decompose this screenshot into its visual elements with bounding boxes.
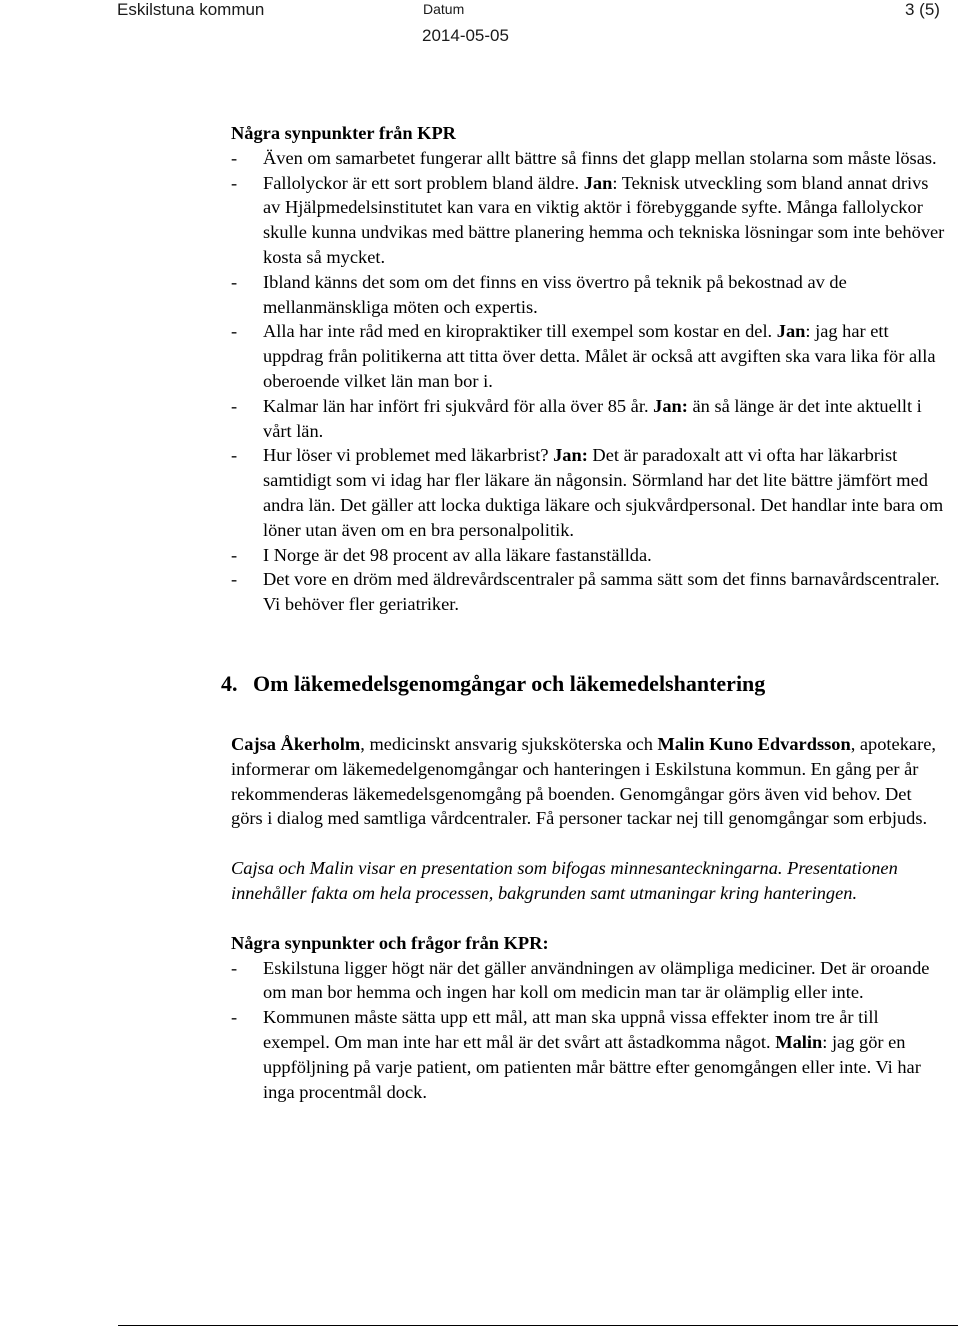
- page-header: [0, 0, 960, 50]
- speaker-name: Jan:: [553, 445, 588, 466]
- document-date: 2014-05-05: [422, 26, 509, 45]
- text-run: Ibland känns det som om det finns en viss övertro på teknik på bekostnad av de mellanmänskliga möten och expertis.: [263, 271, 847, 317]
- text-run: Det vore en dröm med äldrevårdscentraler på samma sätt som det finns barnavårdscentraler. Vi behöver fler geriatriker.: [263, 569, 940, 615]
- bullet-dash: -: [231, 445, 238, 466]
- list-item: [231, 171, 946, 270]
- footer-divider: [118, 1325, 958, 1326]
- bullet-dash: -: [231, 1007, 238, 1028]
- text-run: Fallolyckor är ett sort problem bland äldre.: [263, 172, 584, 193]
- section-heading: [221, 670, 936, 698]
- list-item: [231, 146, 946, 171]
- presentation-note: Cajsa och Malin visar en presentation som bifogas minnesanteckningarna. Presentationen innehåller fakta om hela processen, bakgrunden samt utmaningar kring hanteringen.: [231, 858, 898, 903]
- speaker-name: Cajsa Åkerholm: [231, 733, 361, 754]
- document-body: [221, 121, 946, 1104]
- text-run: : jag har ett uppdrag från politikerna att titta över detta. Målet är också att avgiften ska vara lika för alla oberoende vilket län man bor i.: [263, 321, 936, 391]
- text-run: Det är paradoxalt att vi ofta har läkarbrist samtidigt som vi idag har fler läkare än någonsin. Sörmland har det lite bättre jämfört med andra län. Det gäller att locka duktiga läkare och sjukvårdpersonal. Det handlar inte bara om löner utan även om en bra personalpolitik.: [263, 445, 944, 540]
- page-number: 3 (5): [905, 0, 940, 19]
- section-number: 4.: [221, 670, 238, 696]
- list-item: [231, 270, 946, 320]
- text-run: Hur löser vi problemet med läkarbrist?: [263, 445, 554, 466]
- text-run: : Teknisk utveckling som bland annat drivs av Hjälpmedelsinstitutet kan vara en viktig aktör i förebyggande syfte. Många fallolyckor skulle kunna undvikas med bättre planering hemma och tekniska lösningar som inte behöver kosta så mycket.: [263, 172, 945, 267]
- list-item: [231, 956, 946, 1006]
- text-run: , medicinskt ansvarig sjuksköterska och: [360, 733, 658, 754]
- text-run: Alla har inte råd med en kiropraktiker till exempel som kostar en del.: [263, 321, 777, 342]
- text-run: Kalmar län har infört fri sjukvård för alla över 85 år.: [263, 395, 654, 416]
- text-run: Kommunen måste sätta upp ett mål, att man ska uppnå vissa effekter inom tre år till exempel. Om man inte har ett mål är det svårt att åstadkomma något.: [263, 1007, 879, 1052]
- text-run: , apotekare, informerar om läkemedelgenomgångar och hanteringen i Eskilstuna kommun. En gång per år rekommenderas läkemedelsgenomgång på boenden. Genomgångar görs även vid behov. Det görs i dialog med samtliga vårdcentraler. Få personer tackar nej till genomgångar som erbjuds.: [231, 733, 936, 829]
- section-title: Om läkemedelsgenomgångar och läkemedelshantering: [253, 670, 766, 696]
- bullet-dash: -: [231, 321, 238, 342]
- speaker-name: Jan:: [653, 395, 688, 416]
- bullet-dash: -: [231, 172, 238, 193]
- bullet-dash: -: [231, 957, 238, 978]
- list-item: [231, 1005, 946, 1104]
- bullet-dash: -: [231, 271, 238, 292]
- text-run: I Norge är det 98 procent av alla läkare fastanställda.: [263, 544, 652, 565]
- speaker-name: Malin: [775, 1031, 823, 1052]
- text-run: : jag gör en uppföljning på varje patient, om patienten mår bättre efter genomgången eller inte. Vi har inga procentmål dock.: [263, 1031, 921, 1102]
- bullet-dash: -: [231, 147, 238, 168]
- text-run: Även om samarbetet fungerar allt bättre så finns det glapp mellan stolarna som måste lösas.: [263, 147, 937, 168]
- kpr-fragor-list: [231, 956, 946, 1105]
- list-item: [231, 567, 946, 617]
- organization-name: Eskilstuna kommun: [117, 0, 265, 19]
- date-label: Datum: [423, 1, 465, 17]
- list-item: [231, 543, 946, 568]
- kpr-synpunkter-list: [231, 146, 946, 617]
- list-item: [231, 319, 946, 393]
- kpr-synpunkter-heading: Några synpunkter från KPR: [231, 123, 456, 143]
- kpr-fragor-heading: Några synpunkter och frågor från KPR:: [231, 932, 549, 953]
- bullet-dash: -: [231, 569, 238, 590]
- text-run: än så länge är det inte aktuellt i vårt län.: [263, 395, 922, 441]
- speaker-name: Jan: [776, 321, 806, 342]
- section-intro-paragraph: [231, 732, 946, 831]
- list-item: [231, 443, 946, 542]
- speaker-name: Malin Kuno Edvardsson: [657, 733, 851, 754]
- bullet-dash: -: [231, 395, 238, 416]
- speaker-name: Jan: [583, 172, 613, 193]
- list-item: [231, 394, 946, 444]
- text-run: Eskilstuna ligger högt när det gäller användningen av olämpliga mediciner. Det är oroande om man bor hemma och ingen har koll om medicin man tar är olämplig eller inte.: [263, 957, 930, 1003]
- bullet-dash: -: [231, 544, 238, 565]
